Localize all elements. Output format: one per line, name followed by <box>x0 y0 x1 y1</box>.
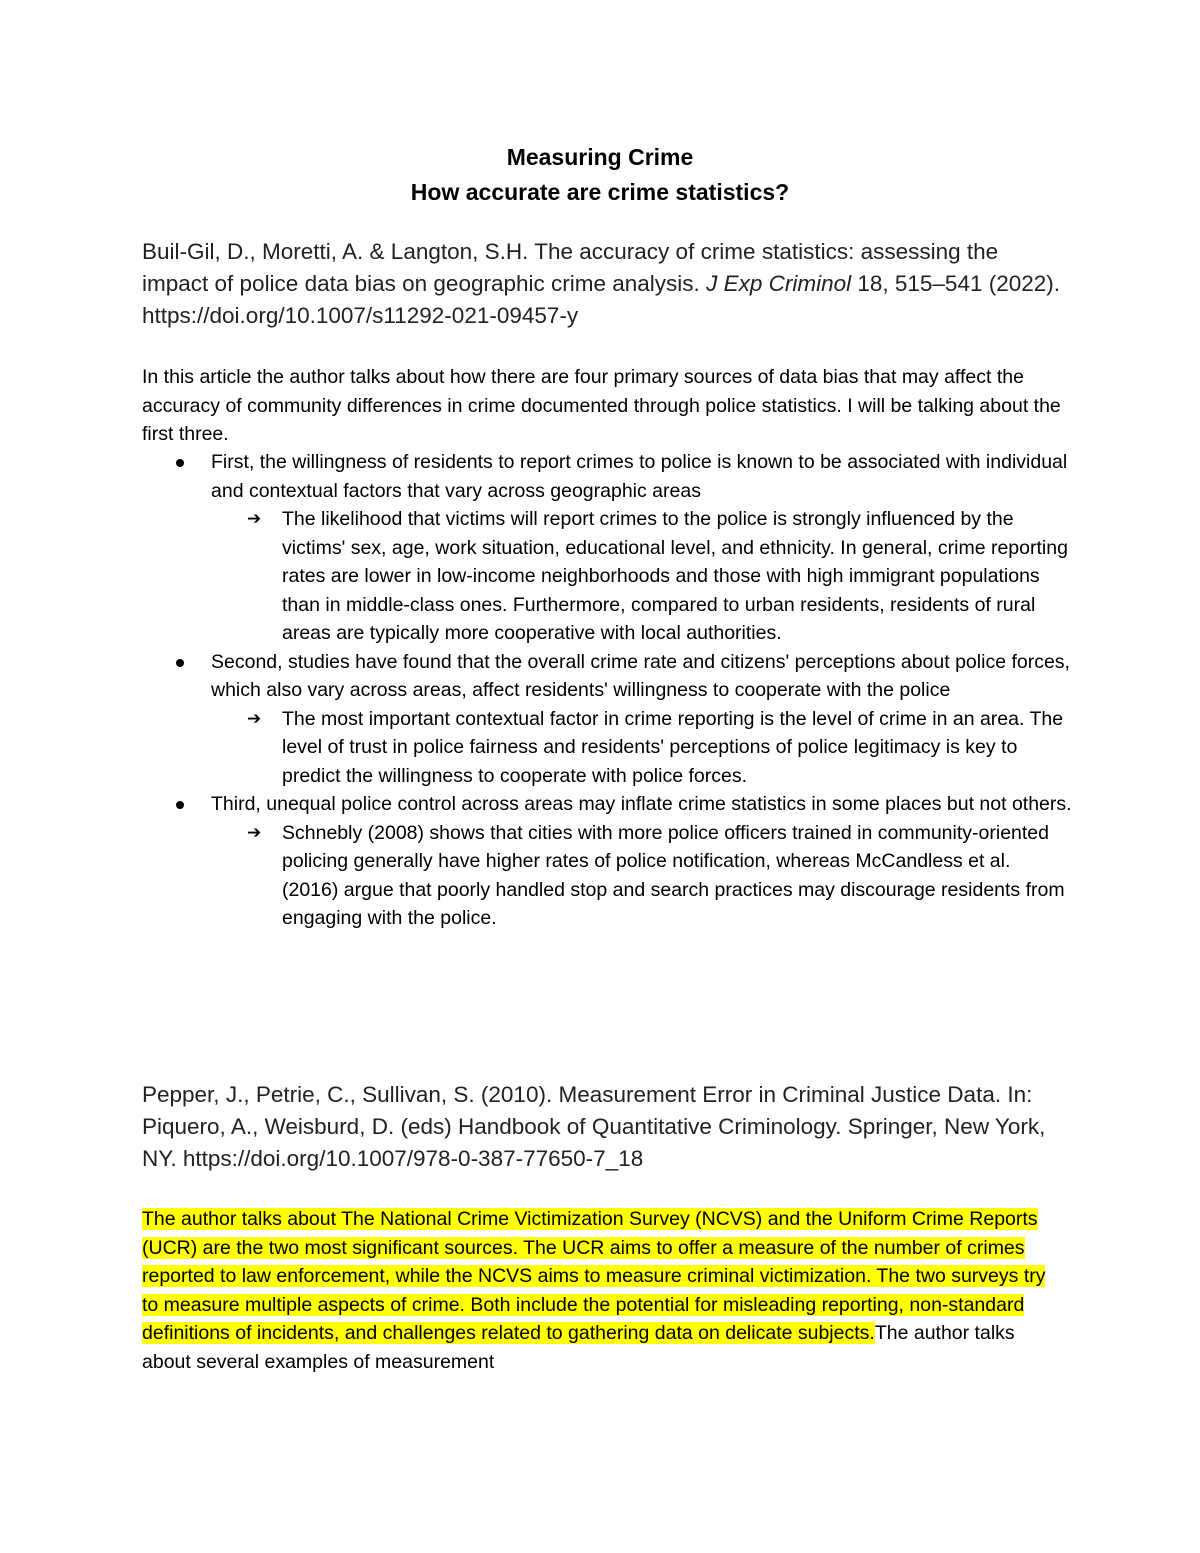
sub-item-text: Schnebly (2008) shows that cities with more police officers trained in community-oriented policing generally have higher rates of police notification, whereas McCandless et al. (2016) argue that poorly handled stop and search practices may discourage residents from engaging with the police. <box>282 821 1065 929</box>
arrow-icon: ➔ <box>247 509 262 528</box>
citation-text: Buil-Gil, D., Moretti, A. & Langton, S.H. The accuracy of crime statistics: assessing the impact of police data bias on geographic crime analysis. <box>142 239 999 296</box>
bias-sources-list <box>142 448 1072 933</box>
list-item <box>142 648 1072 705</box>
list-item-text: First, the willingness of residents to report crimes to police is known to be associated with individual and contextual factors that vary across geographic areas <box>211 451 1068 502</box>
document-title: Measuring Crime <box>506 144 694 170</box>
arrow-icon: ➔ <box>247 822 262 842</box>
list-item-text: Third, unequal police control across areas may inflate crime statistics in some places but not others. <box>211 793 1072 815</box>
list-item <box>142 448 1072 505</box>
citation-buil-gil <box>142 236 1062 332</box>
sub-item-text: The likelihood that victims will report crimes to the police is strongly influenced by the victims' sex, age, work situation, educational level, and ethnicity. In general, crime reporting rates are lower in low-income neighborhoods and those with high immigrant populations than in middle-class ones. Furthermore, compared to urban residents, residents of rural areas are typically more cooperative with local authorities. <box>282 508 1068 644</box>
bullet-icon <box>176 659 184 667</box>
list-item <box>142 790 1072 819</box>
sub-list-item <box>142 705 1072 791</box>
citation-pepper: Pepper, J., Petrie, C., Sullivan, S. (2010). Measurement Error in Criminal Justice Data. In: Piquero, A., Weisburd, D. (eds) Handbook of Quantitative Criminology. Springer, New York, NY. https://doi.org/10.1007/978-0-387-77650-7_18 <box>142 1082 1046 1171</box>
sub-list-item <box>142 505 1072 648</box>
sub-item-text: The most important contextual factor in crime reporting is the level of crime in an area. The level of trust in police fairness and residents' perceptions of police legitimacy is key to predict the willingness to cooperate with police forces. <box>282 707 1064 787</box>
sub-list-item <box>142 819 1072 933</box>
citation-journal: J Exp Criminol <box>706 271 852 296</box>
bullet-icon <box>176 801 184 809</box>
document-subtitle: How accurate are crime statistics? <box>410 179 790 205</box>
summary-continuation: The author talks about several examples of measurement <box>142 1322 1015 1373</box>
highlighted-text: The author talks about The National Crime Victimization Survey (NCVS) and the Uniform Crime Reports (UCR) are the two most significant sources. The UCR aims to offer a measure of the number of crimes reported to law enforcement, while the NCVS aims to measure criminal victimization. The two surveys try to measure multiple aspects of crime. Both include the potential for misleading reporting, non-standard definitions of incidents, and challenges related to gathering data on delicate subjects. <box>142 1208 1046 1344</box>
arrow-icon: ➔ <box>247 708 262 728</box>
list-item-text: Second, studies have found that the overall crime rate and citizens' perceptions about police forces, which also vary across areas, affect residents' willingness to cooperate with the police <box>211 650 1070 701</box>
document-header <box>0 140 1200 210</box>
summary-paragraph <box>142 1205 1067 1376</box>
bullet-icon <box>176 459 184 467</box>
citation-details: 18, 515–541 (2022). https://doi.org/10.1007/s11292-021-09457-y <box>142 271 1061 328</box>
intro-paragraph: In this article the author talks about how there are four primary sources of data bias that may affect the accuracy of community differences in crime documented through police statistics. I will be talking about the first three. <box>142 366 1061 445</box>
